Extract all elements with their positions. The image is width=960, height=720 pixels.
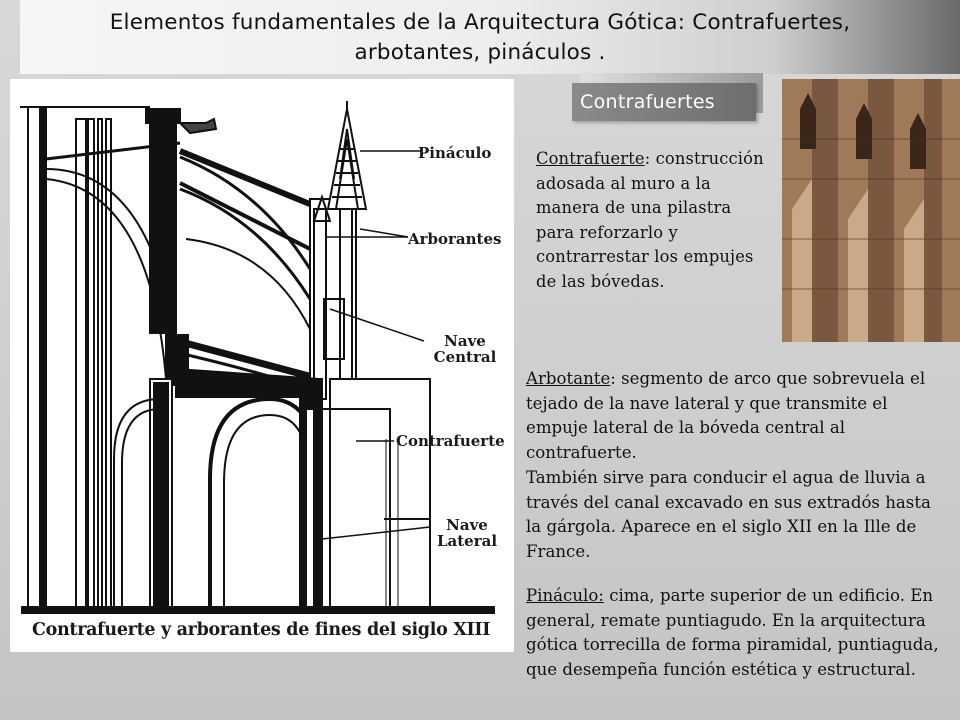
arbotante-definition: [526, 367, 946, 565]
contrafuerte-term: Contrafuerte: [536, 149, 645, 168]
label-contrafuerte: Contrafuerte: [396, 432, 505, 450]
label-arborantes: Arborantes: [408, 230, 502, 248]
contrafuerte-definition: [536, 147, 766, 294]
pinaculo-definition: [526, 584, 946, 683]
label-pinaculo: Pináculo: [418, 144, 492, 162]
page-title: [20, 8, 940, 68]
title-line-2: arbotantes, pináculos .: [354, 40, 606, 65]
buttress-photo-drawing: [782, 79, 960, 342]
diagram-caption: Contrafuerte y arborantes de fines del siglo XIII: [32, 620, 491, 640]
arbotante-term: Arbotante: [526, 369, 611, 388]
buttress-photo: [782, 79, 960, 342]
arbotante-para-2: También sirve para conducir el agua de lluvia a través del canal excavado en sus extradós hasta la gárgola. Aparece en el siglo XII en la Ille de France.: [526, 467, 931, 561]
contrafuerte-text: : construcción adosada al muro a la manera de una pilastra para reforzarlo y contrarrestar los empujes de las bóvedas.: [536, 149, 764, 291]
section-tab-contrafuertes: Contrafuertes: [572, 83, 756, 121]
label-nave-central: [430, 333, 500, 365]
label-nave-central-line2: Central: [433, 348, 497, 366]
pinaculo-text: cima, parte superior de un edificio. En general, remate puntiagudo. En la arquitectura gótica torrecilla de forma piramidal, puntiaguda, que desempeña función estética y estructural.: [526, 586, 939, 680]
label-nave-central-line1: Nave: [444, 332, 486, 350]
arbotante-text: : segmento de arco que sobrevuela el tejado de la nave lateral y que transmite el empuje lateral de la bóveda central al contrafuerte.: [526, 369, 926, 463]
gothic-section-diagram: [10, 79, 514, 652]
pinaculo-term: Pináculo:: [526, 586, 604, 605]
label-nave-lateral: [432, 517, 502, 549]
title-line-1: Elementos fundamentales de la Arquitectura Gótica: Contrafuertes,: [109, 10, 851, 35]
arbotante-para-1: [526, 367, 946, 466]
label-nave-lateral-line1: Nave: [446, 516, 488, 534]
label-nave-lateral-line2: Lateral: [436, 532, 498, 550]
